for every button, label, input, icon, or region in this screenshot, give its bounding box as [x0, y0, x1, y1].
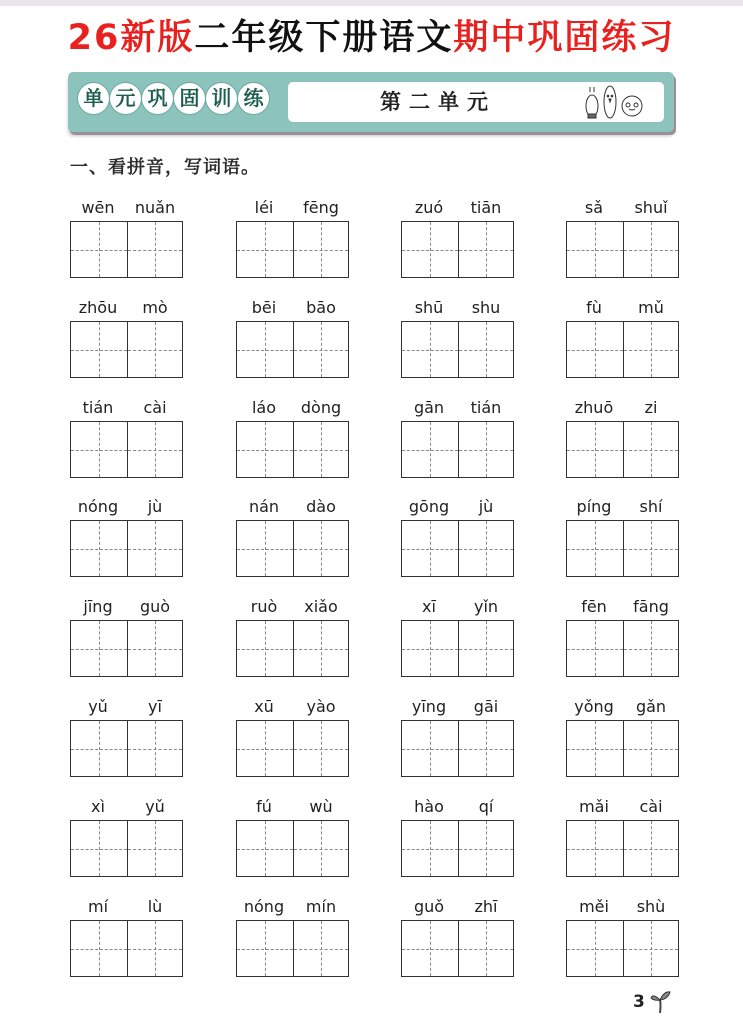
writing-cell[interactable]	[71, 721, 127, 776]
pinyin-label: guǒ	[413, 897, 445, 916]
pinyin-label: gōng	[408, 497, 450, 516]
unit-label: 第二单元	[380, 90, 496, 114]
writing-cell[interactable]	[237, 521, 293, 576]
pinyin-label: xī	[422, 597, 436, 616]
pinyin-label: bāo	[306, 298, 336, 317]
writing-cell[interactable]	[237, 322, 293, 377]
pinyin-label: fēn	[581, 597, 607, 616]
pinyin-label: bēi	[251, 298, 277, 317]
writing-cell[interactable]	[71, 322, 127, 377]
writing-grid[interactable]	[566, 920, 679, 977]
pinyin-label: tián	[470, 398, 502, 417]
writing-cell[interactable]	[293, 721, 349, 776]
writing-cell[interactable]	[402, 921, 458, 976]
writing-grid[interactable]	[70, 920, 183, 977]
writing-grid[interactable]	[236, 820, 349, 877]
writing-cell[interactable]	[71, 422, 127, 477]
writing-cell[interactable]	[567, 821, 623, 876]
writing-cell[interactable]	[623, 821, 679, 876]
writing-cell[interactable]	[402, 521, 458, 576]
pinyin-label: shuǐ	[634, 198, 668, 217]
banner-chip-group	[78, 83, 269, 114]
writing-cell[interactable]	[293, 921, 349, 976]
writing-cell[interactable]	[237, 721, 293, 776]
writing-cell[interactable]	[293, 422, 349, 477]
title-part-edition: 26新版	[67, 18, 195, 58]
pinyin-label: tiān	[470, 198, 502, 217]
pinyin-label: jù	[478, 497, 494, 516]
pinyin-label: nóng	[243, 897, 285, 916]
writing-cell[interactable]	[127, 821, 183, 876]
writing-cell[interactable]	[237, 921, 293, 976]
pinyin-label: měi	[579, 897, 609, 916]
pinyin-label: fāng	[633, 597, 669, 616]
writing-cell[interactable]	[623, 921, 679, 976]
writing-cell[interactable]	[237, 621, 293, 676]
pinyin-label: wēn	[81, 198, 115, 217]
pinyin-label: zi	[644, 398, 658, 417]
writing-cell[interactable]	[127, 521, 183, 576]
writing-cell[interactable]	[567, 521, 623, 576]
pinyin-label: jù	[147, 497, 163, 516]
writing-cell[interactable]	[293, 322, 349, 377]
banner-unit-panel	[288, 82, 664, 122]
writing-cell[interactable]	[127, 322, 183, 377]
writing-cell[interactable]	[567, 322, 623, 377]
writing-cell[interactable]	[623, 621, 679, 676]
pinyin-label: gāi	[473, 697, 499, 716]
pinyin-label: mí	[87, 897, 109, 916]
pinyin-label: mǔ	[638, 298, 664, 317]
pinyin-label: mò	[142, 298, 168, 317]
writing-grid[interactable]	[70, 620, 183, 677]
writing-cell[interactable]	[458, 222, 514, 277]
pinyin-label: yī	[148, 697, 162, 716]
writing-cell[interactable]	[237, 222, 293, 277]
writing-cell[interactable]	[623, 422, 679, 477]
writing-grid[interactable]	[70, 221, 183, 278]
writing-cell[interactable]	[567, 921, 623, 976]
pinyin-label: shu	[471, 298, 501, 317]
writing-cell[interactable]	[458, 521, 514, 576]
pinyin-label: hào	[414, 797, 444, 816]
writing-cell[interactable]	[293, 821, 349, 876]
pinyin-label: láo	[251, 398, 277, 417]
page-number: 3	[633, 992, 645, 1012]
pinyin-label: lù	[147, 897, 163, 916]
writing-cell[interactable]	[567, 222, 623, 277]
writing-cell[interactable]	[293, 521, 349, 576]
writing-cell[interactable]	[402, 721, 458, 776]
banner-chip: 练	[238, 83, 269, 114]
sprout-icon	[650, 989, 672, 1015]
writing-cell[interactable]	[127, 721, 183, 776]
writing-grid[interactable]	[236, 720, 349, 777]
writing-grid[interactable]	[401, 221, 514, 278]
pinyin-label: qí	[478, 797, 494, 816]
title-part-grade-subject: 二年级下册语文	[194, 18, 454, 58]
writing-cell[interactable]	[458, 821, 514, 876]
pinyin-label: gǎn	[635, 697, 667, 716]
writing-cell[interactable]	[127, 921, 183, 976]
banner-chip: 单	[78, 83, 109, 114]
writing-cell[interactable]	[567, 721, 623, 776]
top-edge-strip	[0, 0, 743, 6]
banner-chip: 巩	[142, 83, 173, 114]
banner-chip: 固	[174, 83, 205, 114]
pinyin-label: yǔ	[145, 797, 165, 816]
pinyin-label: xì	[91, 797, 105, 816]
pinyin-label: xiǎo	[304, 597, 338, 616]
pinyin-label: tián	[82, 398, 114, 417]
writing-cell[interactable]	[71, 521, 127, 576]
pinyin-label: nuǎn	[134, 198, 176, 217]
banner-chip: 元	[110, 83, 141, 114]
writing-cell[interactable]	[458, 721, 514, 776]
pinyin-label: fù	[586, 298, 602, 317]
pinyin-label: léi	[254, 198, 274, 217]
pinyin-label: gān	[413, 398, 445, 417]
writing-grid[interactable]	[401, 820, 514, 877]
writing-cell[interactable]	[458, 621, 514, 676]
pinyin-label: guò	[139, 597, 171, 616]
writing-cell[interactable]	[458, 921, 514, 976]
writing-cell[interactable]	[623, 721, 679, 776]
writing-cell[interactable]	[402, 821, 458, 876]
writing-cell[interactable]	[458, 322, 514, 377]
pinyin-label: fú	[256, 797, 272, 816]
writing-cell[interactable]	[623, 322, 679, 377]
pinyin-label: dòng	[300, 398, 342, 417]
writing-grid[interactable]	[401, 920, 514, 977]
writing-grid[interactable]	[236, 321, 349, 378]
writing-cell[interactable]	[458, 422, 514, 477]
unit-banner	[68, 72, 674, 132]
writing-grid[interactable]	[566, 321, 679, 378]
writing-cell[interactable]	[293, 621, 349, 676]
pinyin-label: cài	[143, 398, 167, 417]
mascots-icon	[574, 84, 658, 120]
pinyin-label: shù	[636, 897, 666, 916]
pinyin-label: zhuō	[574, 398, 614, 417]
writing-grid[interactable]	[401, 421, 514, 478]
writing-grid[interactable]	[70, 520, 183, 577]
writing-grid[interactable]	[70, 321, 183, 378]
writing-cell[interactable]	[623, 521, 679, 576]
writing-cell[interactable]	[402, 222, 458, 277]
pinyin-label: nán	[248, 497, 280, 516]
page-title	[0, 14, 743, 62]
pinyin-label: dào	[306, 497, 336, 516]
writing-grid[interactable]	[236, 421, 349, 478]
writing-grid[interactable]	[236, 520, 349, 577]
writing-cell[interactable]	[71, 621, 127, 676]
writing-cell[interactable]	[567, 621, 623, 676]
pinyin-label: yào	[306, 697, 336, 716]
writing-grid[interactable]	[566, 620, 679, 677]
pinyin-label: jīng	[83, 597, 113, 616]
writing-grid[interactable]	[401, 620, 514, 677]
writing-grid[interactable]	[401, 720, 514, 777]
writing-cell[interactable]	[293, 222, 349, 277]
pinyin-label: xū	[254, 697, 274, 716]
pinyin-label: yǒng	[574, 697, 614, 716]
writing-cell[interactable]	[567, 422, 623, 477]
writing-grid[interactable]	[236, 620, 349, 677]
title-part-exam: 期中巩固练习	[453, 18, 676, 58]
writing-cell[interactable]	[402, 422, 458, 477]
pinyin-label: sǎ	[584, 198, 604, 217]
pinyin-label: yǔ	[88, 697, 108, 716]
writing-grid[interactable]	[401, 520, 514, 577]
writing-grid[interactable]	[70, 820, 183, 877]
writing-cell[interactable]	[71, 222, 127, 277]
writing-cell[interactable]	[237, 821, 293, 876]
pinyin-label: píng	[576, 497, 612, 516]
pinyin-label: fēng	[303, 198, 339, 217]
pinyin-label: mín	[305, 897, 337, 916]
writing-grid[interactable]	[566, 520, 679, 577]
writing-cell[interactable]	[71, 821, 127, 876]
pinyin-label: wù	[309, 797, 333, 816]
pinyin-label: shí	[639, 497, 663, 516]
writing-grid[interactable]	[236, 920, 349, 977]
writing-grid[interactable]	[566, 421, 679, 478]
pinyin-label: shū	[414, 298, 444, 317]
pinyin-label: ruò	[250, 597, 278, 616]
pinyin-label: nóng	[77, 497, 119, 516]
writing-grid[interactable]	[70, 421, 183, 478]
pinyin-label: zhī	[474, 897, 498, 916]
writing-cell[interactable]	[623, 222, 679, 277]
pinyin-label: yīng	[411, 697, 447, 716]
writing-grid[interactable]	[236, 221, 349, 278]
writing-cell[interactable]	[127, 621, 183, 676]
pinyin-label: mǎi	[579, 797, 609, 816]
banner-chip: 训	[206, 83, 237, 114]
writing-cell[interactable]	[71, 921, 127, 976]
pinyin-label: yǐn	[473, 597, 499, 616]
writing-grid[interactable]	[401, 321, 514, 378]
writing-grid[interactable]	[566, 720, 679, 777]
writing-cell[interactable]	[402, 322, 458, 377]
writing-cell[interactable]	[127, 222, 183, 277]
writing-grid[interactable]	[566, 221, 679, 278]
pinyin-label: cài	[639, 797, 663, 816]
writing-grid[interactable]	[70, 720, 183, 777]
writing-cell[interactable]	[127, 422, 183, 477]
writing-grid[interactable]	[566, 820, 679, 877]
section-heading: 一、看拼音，写词语。	[70, 157, 260, 178]
pinyin-label: zuó	[414, 198, 444, 217]
pinyin-label: zhōu	[78, 298, 118, 317]
writing-cell[interactable]	[237, 422, 293, 477]
writing-cell[interactable]	[402, 621, 458, 676]
